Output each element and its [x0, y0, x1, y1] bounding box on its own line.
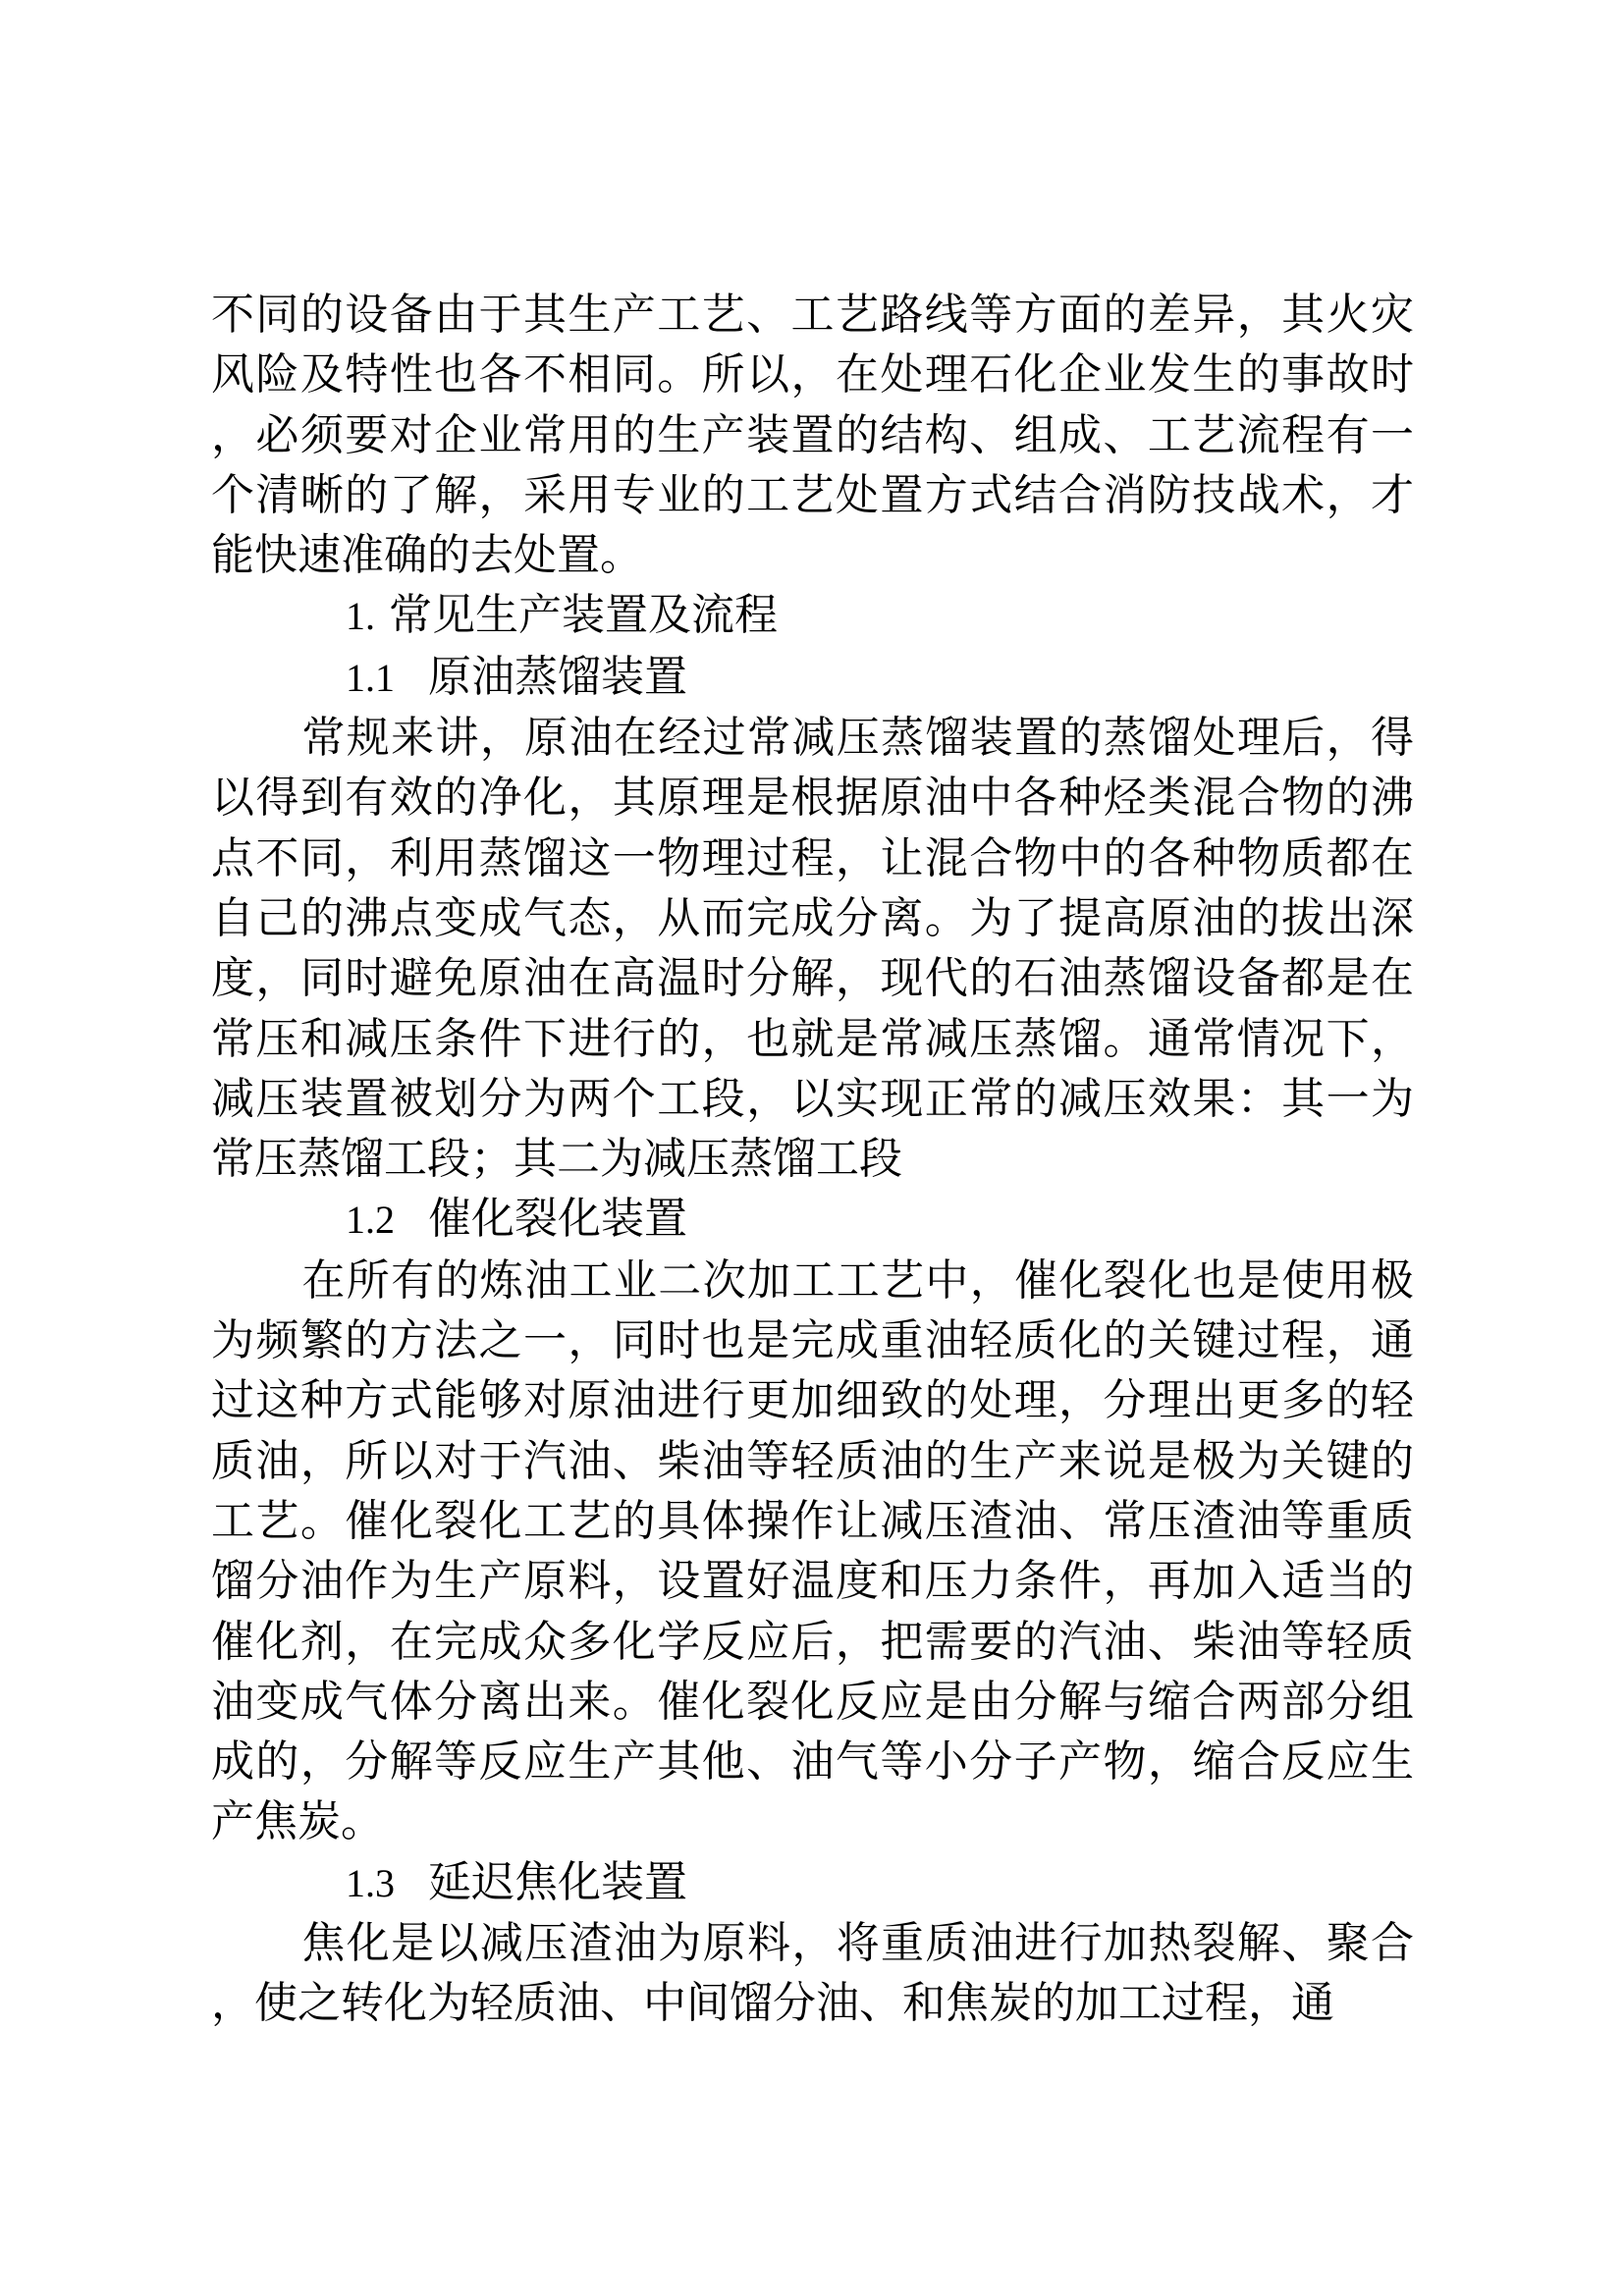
document-body: [211, 285, 1414, 2034]
section-heading-1: [211, 585, 1414, 646]
section-title-1: 常见生产装置及流程: [389, 590, 778, 641]
intro-paragraph: 不同的设备由于其生产工艺、工艺路线等方面的差异，其火灾风险及特性也各不相同。所以，在处理石化企业发生的事故时，必须要对企业常用的生产装置的结构、组成、工艺流程有一个清晰的了解，采用专业的工艺处置方式结合消防技战术，才能快速准确的去处置。: [211, 290, 1414, 581]
section-number-1: 1.: [346, 594, 375, 639]
section-body-1-1: 常规来讲，原油在经过常减压蒸馏装置的蒸馏处理后，得以得到有效的净化，其原理是根据原油中各种烃类混合物的沸点不同，利用蒸馏这一物理过程，让混合物中的各种物质都在自己的沸点变成气态，从而完成分离。为了提高原油的拔出深度，同时避免原油在高温时分解，现代的石油蒸馏设备都是在常压和减压条件下进行的，也就是常减压蒸馏。通常情况下，减压装置被划分为两个工段，以实现正常的减压效果：其一为常压蒸馏工段；其二为减压蒸馏工段: [211, 713, 1414, 1185]
section-heading-1-3: [211, 1852, 1414, 1913]
section-body-1-3: 焦化是以减压渣油为原料，将重质油进行加热裂解、聚合，使之转化为轻质油、中间馏分油、和焦炭的加工过程，通: [211, 1918, 1414, 2029]
section-body-1-2: 在所有的炼油工业二次加工工艺中，催化裂化也是使用极为频繁的方法之一，同时也是完成重油轻质化的关键过程，通过这种方式能够对原油进行更加细致的处理，分理出更多的轻质油，所以对于汽油、柴油等轻质油的生产来说是极为关键的工艺。催化裂化工艺的具体操作让减压渣油、常压渣油等重质馏分油作为生产原料，设置好温度和压力条件，再加入适当的催化剂，在完成众多化学反应后，把需要的汽油、柴油等轻质油变成气体分离出来。催化裂化反应是由分解与缩合两部分组成的，分解等反应生产其他、油气等小分子产物，缩合反应生产焦炭。: [211, 1255, 1414, 1847]
section-number-1-3: 1.3: [346, 1860, 395, 1905]
section-heading-1-1: [211, 647, 1414, 708]
section-title-1-1: 原油蒸馏装置: [428, 651, 687, 702]
section-heading-1-2: [211, 1189, 1414, 1250]
section-title-1-2: 催化裂化装置: [428, 1194, 687, 1245]
section-number-1-2: 1.2: [346, 1198, 395, 1243]
section-number-1-1: 1.1: [346, 655, 395, 700]
section-title-1-3: 延迟焦化装置: [428, 1856, 687, 1907]
